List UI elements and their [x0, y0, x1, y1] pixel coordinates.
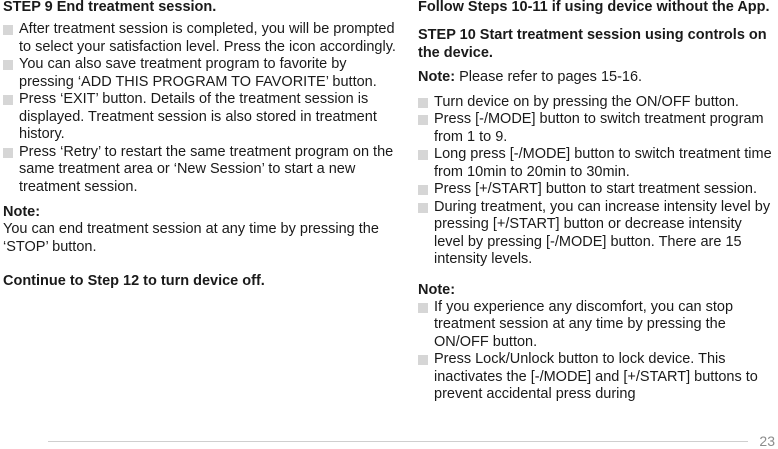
left-column: [3, 0, 398, 290]
note2-label: Note:: [418, 281, 456, 298]
note2-bullet-list: [418, 299, 774, 404]
bullet-square-icon: [418, 355, 428, 365]
bullet-text: During treatment, you can increase intensity level by pressing [+/START] button or decrease intensity level by pressing [-/MODE] button. There are 15 intensity levels.: [434, 198, 771, 267]
bullet-text: Press ‘Retry’ to restart the same treatment program on the same treatment area or ‘New Session’ to start a new treatment session.: [19, 143, 394, 195]
bullet-text: After treatment session is completed, you will be prompted to select your satisfaction level. Press the icon accordingly.: [19, 21, 396, 55]
bullet-square-icon: [3, 60, 13, 70]
list-item: [418, 351, 774, 404]
note-text: You can end treatment session at any time by pressing the ‘STOP’ button.: [3, 221, 379, 255]
list-item: [418, 94, 774, 112]
list-item: [3, 21, 398, 56]
bullet-text: Press [-/MODE] button to switch treatment program from 1 to 9.: [434, 111, 764, 145]
step10-bullet-list: [418, 94, 774, 269]
list-item: [418, 299, 774, 352]
list-item: [3, 91, 398, 144]
list-item: [3, 144, 398, 197]
bullet-square-icon: [418, 98, 428, 108]
list-item: [418, 146, 774, 181]
bullet-square-icon: [418, 185, 428, 195]
bullet-square-icon: [3, 25, 13, 35]
bullet-square-icon: [418, 150, 428, 160]
bullet-text: Long press [-/MODE] button to switch treatment time from 10min to 20min to 30min.: [434, 146, 772, 180]
bullet-text: Press Lock/Unlock button to lock device. This inactivates the [-/MODE] and [+/START] buttons to prevent accidental press during: [434, 351, 758, 402]
list-item: [418, 181, 774, 199]
right-column: [418, 0, 774, 404]
note1: [418, 69, 774, 87]
note1-label: Note:: [418, 69, 456, 85]
bullet-square-icon: [3, 95, 13, 105]
note-label: Note:: [3, 204, 41, 220]
bullet-text: Press [+/START] button to start treatment session.: [434, 181, 758, 197]
bullet-text: Press ‘EXIT’ button. Details of the treatment session is displayed. Treatment session is also stored in treatment history.: [19, 91, 377, 142]
list-item: [3, 56, 398, 91]
bullet-text: You can also save treatment program to favorite by pressing ‘ADD THIS PROGRAM TO FAVORITE’ button.: [19, 56, 377, 90]
bullet-text: If you experience any discomfort, you can stop treatment session at any time by pressing the ON/OFF button.: [434, 298, 734, 350]
bullet-text: Turn device on by pressing the ON/OFF button.: [434, 93, 739, 110]
bullet-square-icon: [418, 203, 428, 213]
follow-heading: Follow Steps 10-11 if using device without the App.: [418, 0, 770, 15]
bullet-square-icon: [3, 148, 13, 158]
step9-bullet-list: [3, 21, 398, 196]
bullet-square-icon: [418, 303, 428, 313]
page-number: 23: [759, 433, 775, 449]
list-item: [418, 111, 774, 146]
list-item: [418, 199, 774, 269]
continue-text: Continue to Step 12 to turn device off.: [3, 273, 265, 289]
footer-divider: [48, 441, 748, 442]
step9-heading: STEP 9 End treatment session.: [3, 0, 217, 15]
bullet-square-icon: [418, 115, 428, 125]
step10-heading: STEP 10 Start treatment session using controls on the device.: [418, 27, 767, 61]
note1-text: Please refer to pages 15-16.: [455, 69, 643, 85]
